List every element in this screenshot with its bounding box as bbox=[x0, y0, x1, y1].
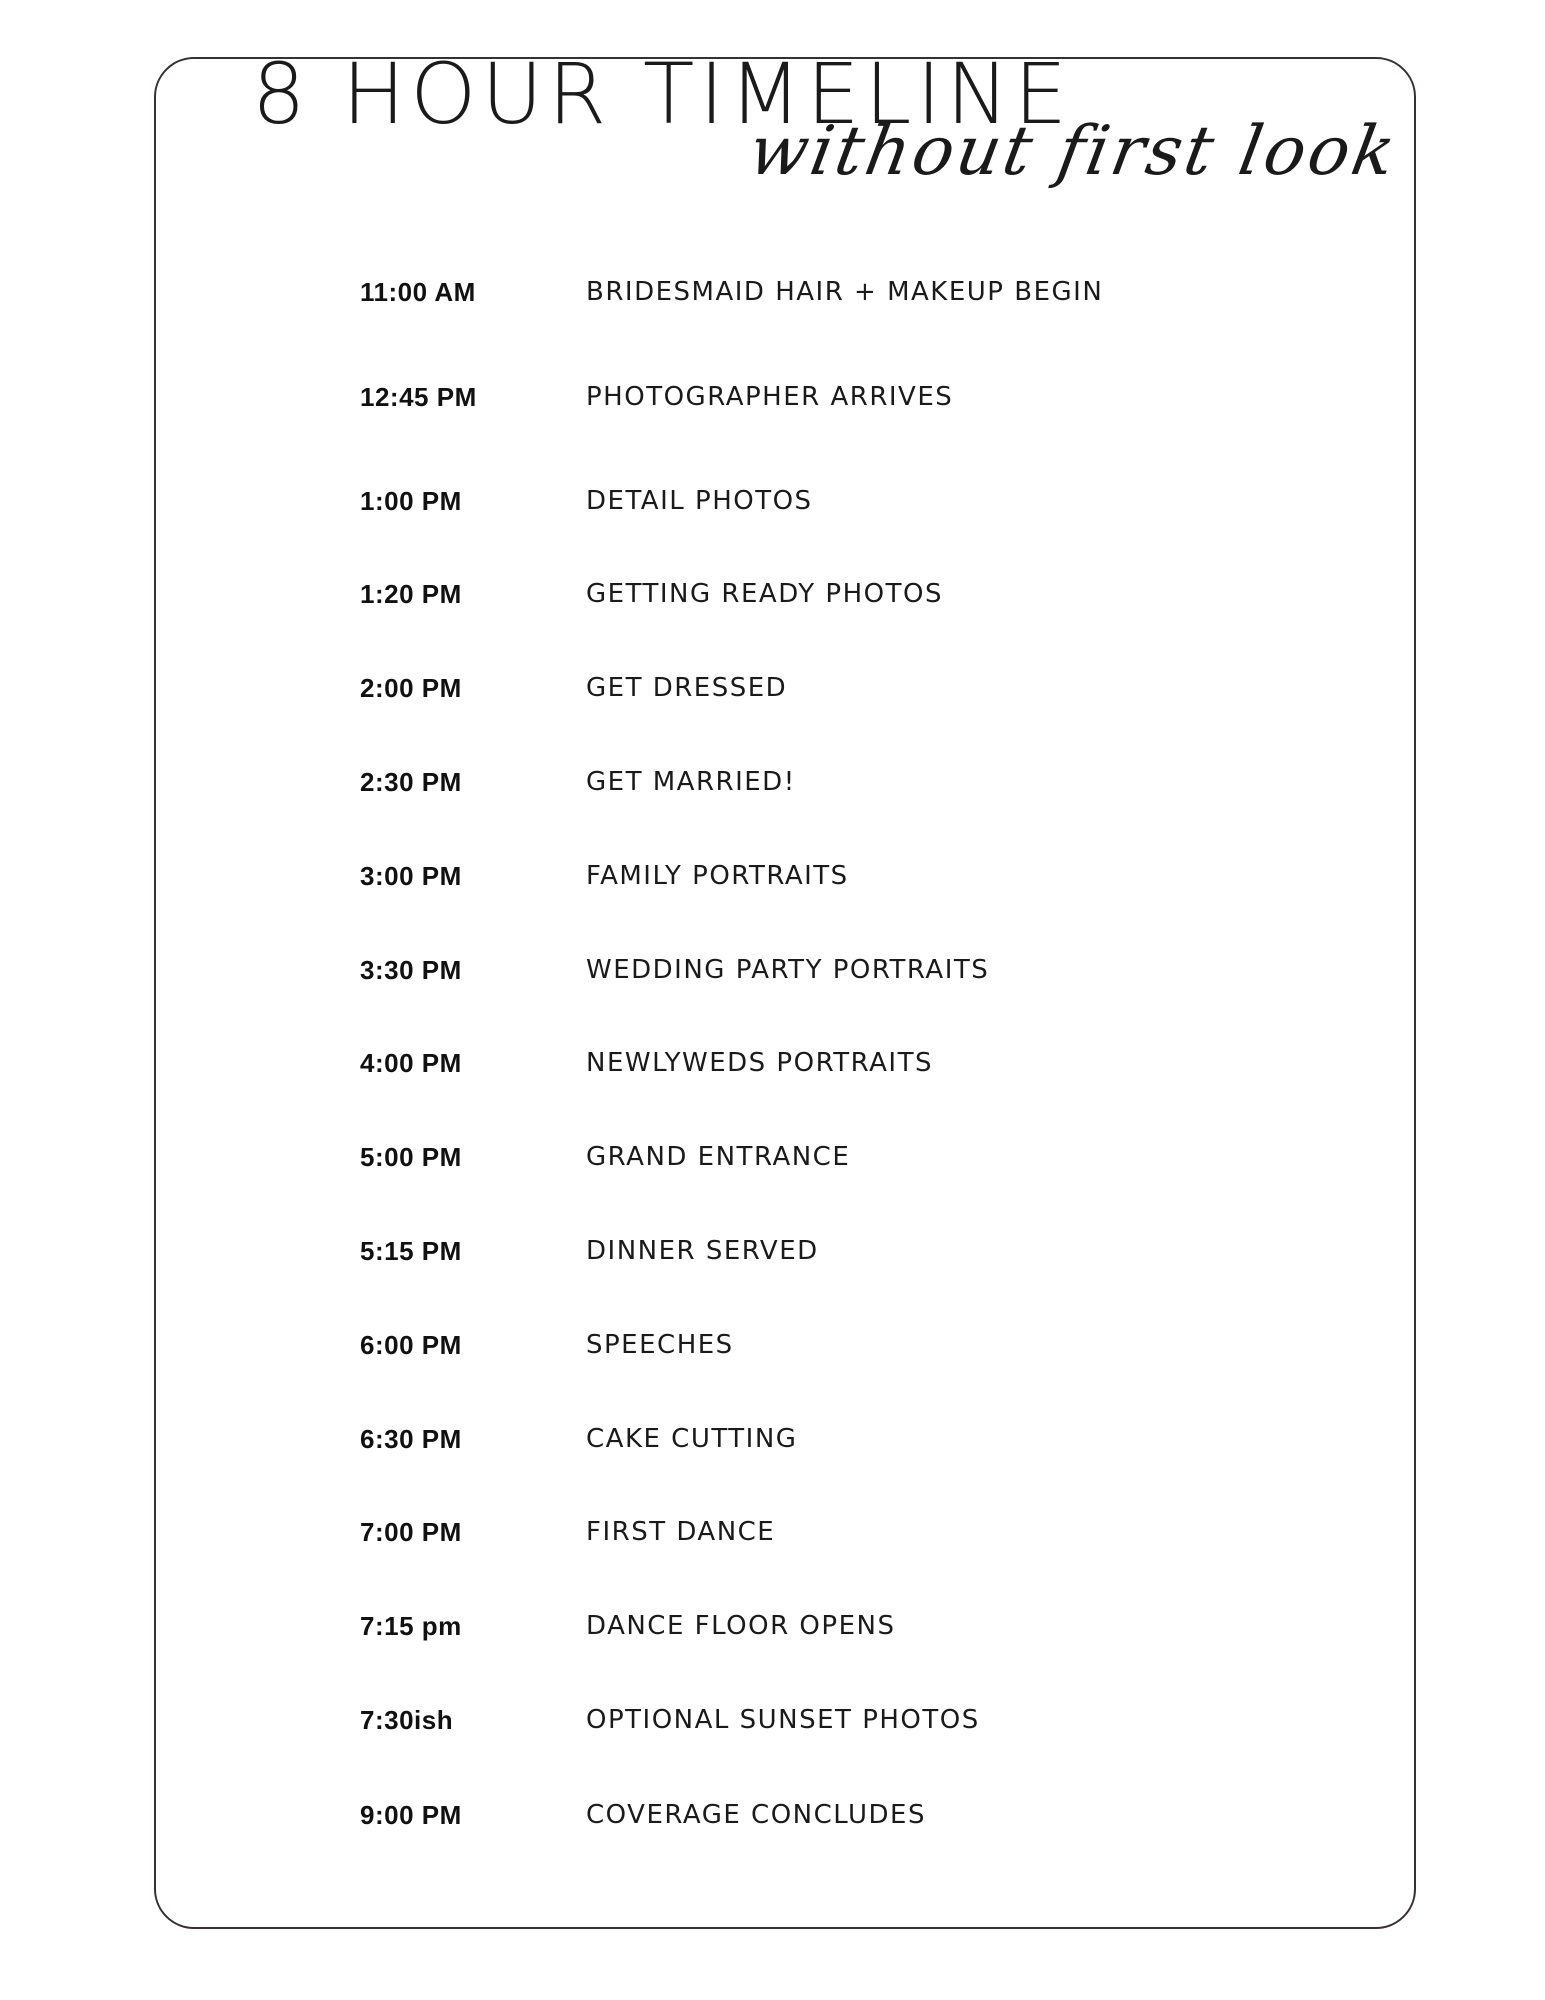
timeline-event: GET MARRIED! bbox=[586, 767, 796, 797]
timeline-time: 1:00 PM bbox=[360, 485, 462, 516]
timeline-time: 11:00 AM bbox=[360, 276, 476, 307]
timeline-event: FIRST DANCE bbox=[586, 1517, 776, 1547]
timeline-event: PHOTOGRAPHER ARRIVES bbox=[586, 382, 954, 412]
timeline-card bbox=[154, 57, 1416, 1929]
timeline-row bbox=[360, 1231, 819, 1271]
timeline-row bbox=[360, 1700, 980, 1740]
timeline-time: 2:30 PM bbox=[360, 766, 462, 797]
timeline-time: 3:00 PM bbox=[360, 860, 462, 891]
timeline-row bbox=[360, 1606, 895, 1646]
timeline-time: 3:30 PM bbox=[360, 954, 462, 985]
timeline-row bbox=[360, 574, 943, 614]
timeline-time: 6:00 PM bbox=[360, 1329, 462, 1360]
timeline-time: 9:00 PM bbox=[360, 1799, 462, 1830]
timeline-event: DANCE FLOOR OPENS bbox=[586, 1611, 896, 1641]
page-title: 8 HOUR TIMELINE bbox=[252, 45, 1073, 143]
timeline-event: CAKE CUTTING bbox=[586, 1424, 798, 1454]
timeline-time: 5:15 PM bbox=[360, 1235, 462, 1266]
timeline-row bbox=[360, 1137, 850, 1177]
timeline-time: 7:00 PM bbox=[360, 1516, 462, 1547]
timeline-event: GRAND ENTRANCE bbox=[586, 1142, 851, 1172]
timeline-event: SPEECHES bbox=[586, 1330, 734, 1360]
timeline-time: 5:00 PM bbox=[360, 1141, 462, 1172]
timeline-event: BRIDESMAID HAIR + MAKEUP BEGIN bbox=[586, 277, 1104, 307]
timeline-event: GET DRESSED bbox=[586, 673, 788, 703]
page-subtitle: without first look bbox=[743, 112, 1405, 191]
timeline-time: 1:20 PM bbox=[360, 578, 462, 609]
timeline-row bbox=[360, 1795, 926, 1835]
timeline-event: OPTIONAL SUNSET PHOTOS bbox=[586, 1705, 980, 1735]
timeline-time: 6:30 PM bbox=[360, 1423, 462, 1454]
timeline-event: DETAIL PHOTOS bbox=[586, 486, 813, 516]
timeline-row bbox=[360, 272, 1103, 312]
timeline-time: 4:00 PM bbox=[360, 1047, 462, 1078]
timeline-event: NEWLYWEDS PORTRAITS bbox=[586, 1048, 933, 1078]
timeline-row bbox=[360, 1043, 933, 1083]
timeline-time: 2:00 PM bbox=[360, 672, 462, 703]
timeline-event: COVERAGE CONCLUDES bbox=[586, 1800, 926, 1830]
timeline-event: DINNER SERVED bbox=[586, 1236, 819, 1266]
timeline-event: FAMILY PORTRAITS bbox=[586, 861, 849, 891]
timeline-event: GETTING READY PHOTOS bbox=[586, 579, 943, 609]
timeline-time: 7:30ish bbox=[360, 1704, 454, 1735]
timeline-event: WEDDING PARTY PORTRAITS bbox=[586, 955, 990, 985]
timeline-row bbox=[360, 377, 953, 417]
timeline-row bbox=[360, 668, 787, 708]
timeline-row bbox=[360, 1325, 734, 1365]
timeline-row bbox=[360, 950, 989, 990]
timeline-row bbox=[360, 762, 796, 802]
timeline-row bbox=[360, 856, 849, 896]
timeline-time: 12:45 PM bbox=[360, 381, 477, 412]
timeline-row bbox=[360, 481, 813, 521]
timeline-row bbox=[360, 1512, 775, 1552]
timeline-time: 7:15 pm bbox=[360, 1610, 462, 1641]
timeline-row bbox=[360, 1419, 797, 1459]
